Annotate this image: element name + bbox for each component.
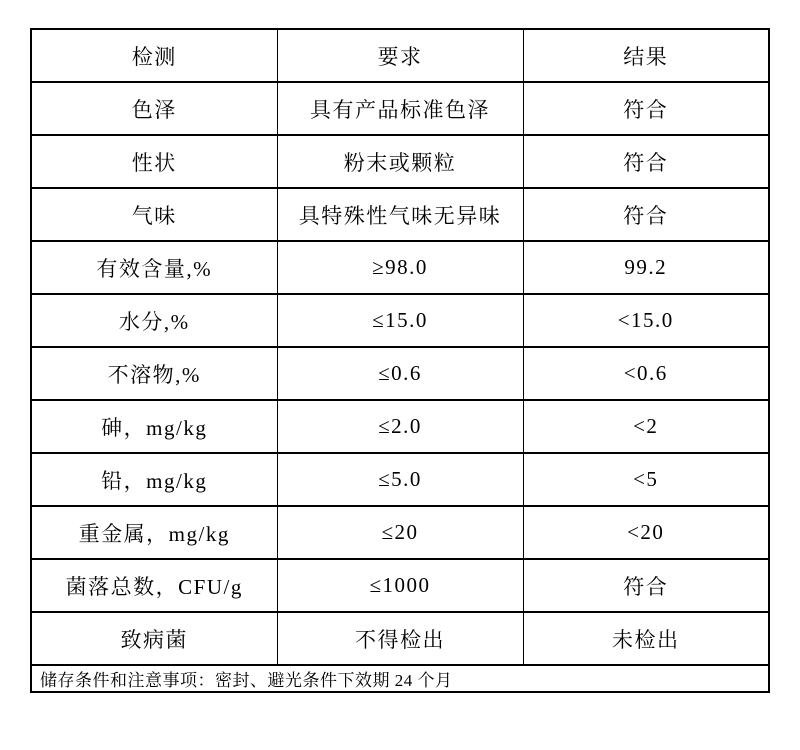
cell-item: 菌落总数，CFU/g [31, 559, 277, 612]
cell-item: 铅，mg/kg [31, 453, 277, 506]
cell-result: 符合 [523, 82, 769, 135]
cell-result: 符合 [523, 559, 769, 612]
cell-item: 色泽 [31, 82, 277, 135]
cell-result: <5 [523, 453, 769, 506]
cell-item: 重金属，mg/kg [31, 506, 277, 559]
cell-requirement: 不得检出 [277, 612, 523, 665]
cell-item: 致病菌 [31, 612, 277, 665]
cell-requirement: ≤0.6 [277, 347, 523, 400]
cell-result: 符合 [523, 135, 769, 188]
cell-result: <0.6 [523, 347, 769, 400]
cell-requirement: ≤5.0 [277, 453, 523, 506]
cell-requirement: ≤20 [277, 506, 523, 559]
cell-item: 不溶物,% [31, 347, 277, 400]
inspection-table [30, 28, 770, 693]
cell-result: <2 [523, 400, 769, 453]
cell-requirement: 具有产品标准色泽 [277, 82, 523, 135]
cell-result: 符合 [523, 188, 769, 241]
table-row [31, 453, 769, 506]
cell-requirement: 具特殊性气味无异味 [277, 188, 523, 241]
cell-item: 水分,% [31, 294, 277, 347]
table-row [31, 506, 769, 559]
cell-result: 99.2 [523, 241, 769, 294]
table-row [31, 294, 769, 347]
col-header-test: 检测 [31, 29, 277, 82]
cell-item: 有效含量,% [31, 241, 277, 294]
table-header-row [31, 29, 769, 82]
cell-item: 性状 [31, 135, 277, 188]
cell-item: 气味 [31, 188, 277, 241]
cell-requirement: 粉末或颗粒 [277, 135, 523, 188]
col-header-result: 结果 [523, 29, 769, 82]
cell-item: 砷，mg/kg [31, 400, 277, 453]
table-row [31, 241, 769, 294]
cell-result: <20 [523, 506, 769, 559]
storage-note: 储存条件和注意事项：密封、避光条件下效期 24 个月 [31, 665, 769, 692]
table-row [31, 347, 769, 400]
cell-result: <15.0 [523, 294, 769, 347]
cell-requirement: ≤2.0 [277, 400, 523, 453]
table-row [31, 559, 769, 612]
cell-requirement: ≤15.0 [277, 294, 523, 347]
table-row [31, 135, 769, 188]
table-row [31, 612, 769, 665]
col-header-requirement: 要求 [277, 29, 523, 82]
cell-result: 未检出 [523, 612, 769, 665]
table-row [31, 400, 769, 453]
cell-requirement: ≤1000 [277, 559, 523, 612]
table-row [31, 82, 769, 135]
cell-requirement: ≥98.0 [277, 241, 523, 294]
table-row [31, 188, 769, 241]
table-footer-row [31, 665, 769, 692]
